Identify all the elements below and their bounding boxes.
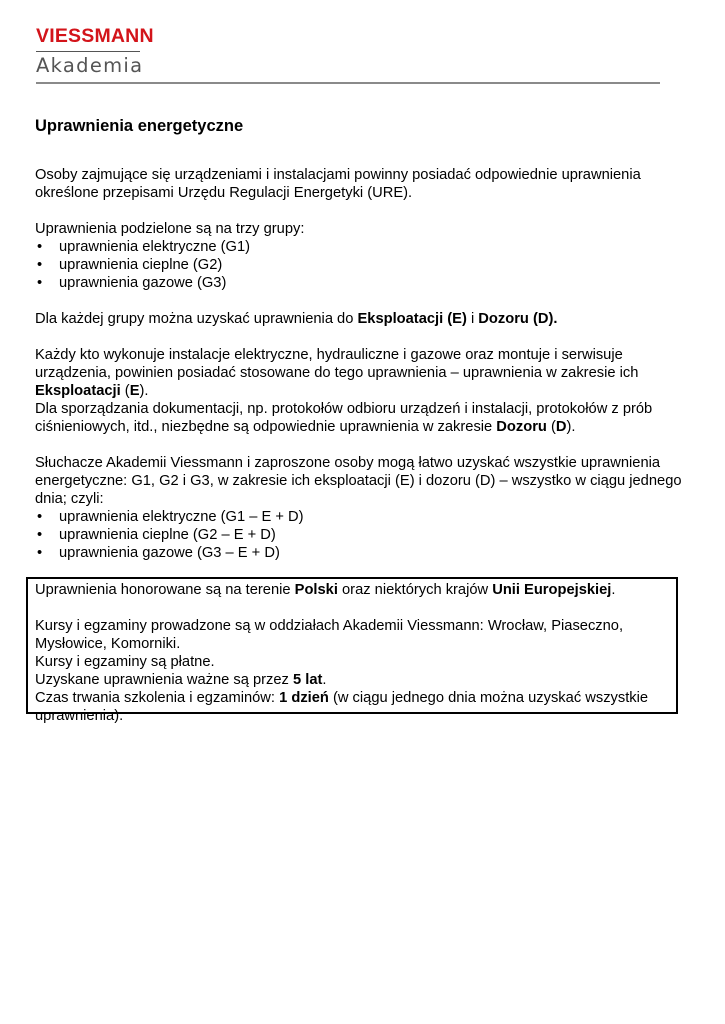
bullet-icon: • [37,275,43,291]
bullet-icon: • [37,239,43,255]
groups-list [35,238,685,292]
exploitation-paragraph: Każdy kto wykonuje instalacje elektryczne, hydrauliczne i gazowe oraz montuje i serwisuje urządzenia, powinien posiadać stosowane do tego uprawnienia – uprawnienia w zakresie ich Eksploatacji (E). [35,347,639,399]
bullet-icon: • [37,257,43,273]
document-body [35,116,685,562]
list-item: • uprawnienia cieplne (G2) [37,257,223,273]
groups-intro: Uprawnienia podzielone są na trzy grupy: [35,221,305,237]
logo-subtitle: Akademia [36,54,144,77]
list-item: • uprawnienia elektryczne (G1) [37,239,251,255]
viessmann-akademia-logo [36,24,154,80]
paid-line: Kursy i egzaminy są płatne. [35,654,215,670]
list-item: • uprawnienia elektryczne (G1 – E + D) [37,509,304,525]
intro-paragraph: Osoby zajmujące się urządzeniami i instalacjami powinny posiadać odpowiednie uprawnienia określone przepisami Urzędu Regulacji Energetyki (URE). [35,167,641,201]
logo-divider [36,51,140,52]
list-item: • uprawnienia gazowe (G3) [37,275,227,291]
validity-line: Uzyskane uprawnienia ważne są przez 5 lat. [35,672,327,688]
logo-brand: VIESSMANN [36,25,154,47]
bullet-icon: • [37,527,43,543]
header-divider [36,82,660,84]
duration-line: Czas trwania szkolenia i egzaminów: 1 dzień (w ciągu jednego dnia można uzyskać wszystkie uprawnienia). [35,690,649,724]
list-item: • uprawnienia cieplne (G2 – E + D) [37,527,276,543]
page-title: Uprawnienia energetyczne [35,117,244,135]
supervision-paragraph: Dla sporządzania dokumentacji, np. protokołów odbioru urządzeń i instalacji, protokołów z prób ciśnieniowych, itd., niezbędne są odpowiednie uprawnienia w zakresie Dozoru (D). [35,401,653,435]
bullet-icon: • [37,509,43,525]
listeners-paragraph: Słuchacze Akademii Viessmann i zaproszone osoby mogą łatwo uzyskać wszystkie uprawnienia energetyczne: G1, G2 i G3, w zakresie ich eksploatacji (E) i dozoru (D) – wszystko w ciągu jednego dnia; czyli: [35,455,682,507]
each-group-paragraph: Dla każdej grupy można uzyskać uprawnienia do Eksploatacji (E) i Dozoru (D). [35,311,558,327]
info-box [26,577,678,724]
list-item: • uprawnienia gazowe (G3 – E + D) [37,545,280,561]
bullet-icon: • [37,545,43,561]
full-groups-list [35,508,685,562]
courses-paragraph: Kursy i egzaminy prowadzone są w oddziałach Akademii Viessmann: Wrocław, Piaseczno, Mysłowice, Komorniki. [35,618,624,652]
honored-paragraph: Uprawnienia honorowane są na terenie Polski oraz niektórych krajów Unii Europejskiej. [35,582,616,598]
